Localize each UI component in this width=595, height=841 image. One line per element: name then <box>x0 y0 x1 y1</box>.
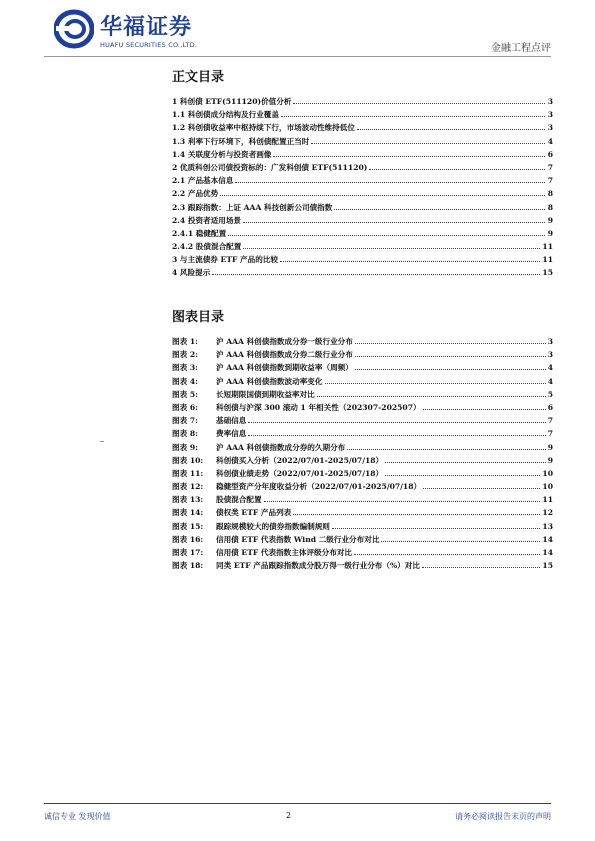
toc-entry-text: 1.2 科创债收益率中枢持续下行，市场波动性维持低位 <box>172 123 355 133</box>
figure-entry-text: 基础信息 <box>216 416 247 426</box>
figure-entry-text: 债权类 ETF 产品列表 <box>216 508 292 518</box>
toc-entry-text: 1.4 关联度分析与投资者画像 <box>172 149 272 159</box>
toc-leader-dots <box>243 248 540 249</box>
figure-entry[interactable] <box>172 349 553 362</box>
figure-entry-text: 科创债与沪深 300 滚动 1 年相关性（202307-202507） <box>216 402 421 412</box>
figure-entry[interactable] <box>172 415 553 428</box>
figure-entry-label: 图表 14: <box>172 508 204 518</box>
toc-entry[interactable] <box>172 149 553 162</box>
figure-entry[interactable] <box>172 362 553 375</box>
figure-entry[interactable] <box>172 455 553 468</box>
toc-entry[interactable] <box>172 215 553 228</box>
figure-entry[interactable] <box>172 376 553 389</box>
figure-entry[interactable] <box>172 547 553 560</box>
toc-entry-page: 6 <box>547 149 553 159</box>
figure-entry[interactable] <box>172 481 553 494</box>
figure-leader-dots <box>325 383 546 384</box>
toc-entry[interactable] <box>172 122 553 135</box>
toc-entry-page: 9 <box>547 215 553 225</box>
figure-leader-dots <box>423 488 540 489</box>
toc-leader-dots <box>228 235 545 236</box>
figure-entry-label: 图表 7: <box>172 416 198 426</box>
figure-leader-dots <box>354 554 540 555</box>
toc-leader-dots <box>334 209 545 210</box>
toc-entry-text: 2.4 投资者适用场景 <box>172 215 242 225</box>
toc-entry[interactable] <box>172 109 553 122</box>
figure-entry[interactable] <box>172 507 553 520</box>
figure-entry-page: 14 <box>542 534 553 544</box>
figure-entry-page: 15 <box>542 561 553 571</box>
footer-divider <box>44 803 551 804</box>
figure-entry-label: 图表 2: <box>172 350 198 360</box>
figure-entry-page: 7 <box>547 429 553 439</box>
report-type: 金融工程点评 <box>491 43 551 54</box>
toc-title: 正文目录 <box>172 70 225 85</box>
toc-entry-page: 7 <box>547 176 553 186</box>
margin-mark <box>100 441 104 442</box>
figure-entry-text: 沪 AAA 科创债指数成分券一级行业分布 <box>216 337 353 346</box>
figure-entry-page: 4 <box>547 376 553 386</box>
toc-entry[interactable] <box>172 188 553 201</box>
figure-entry-text: 费率信息 <box>216 429 247 439</box>
figure-entry-text: 长短期限国债到期收益率对比 <box>216 389 315 399</box>
toc-entry-page: 11 <box>542 255 553 265</box>
figure-entry-page: 9 <box>547 442 553 452</box>
toc-leader-dots <box>220 195 545 196</box>
figure-leader-dots <box>423 409 546 410</box>
toc-leader-dots <box>273 156 545 157</box>
toc-entry-page: 15 <box>542 268 553 278</box>
toc-entry-page: 3 <box>547 110 553 120</box>
toc-entry-text: 1 科创债 ETF(511120)价值分析 <box>172 97 292 106</box>
figure-entry-label: 图表 1: <box>172 337 198 346</box>
toc-entry-page: 3 <box>547 123 553 133</box>
figure-entry-page: 12 <box>542 508 553 518</box>
figure-entry-page: 10 <box>542 468 553 478</box>
toc-entry-text: 1.1 科创债成分结构及行业覆盖 <box>172 110 279 120</box>
toc-leader-dots <box>212 274 540 275</box>
figure-leader-dots <box>381 541 540 542</box>
figure-entry-page: 10 <box>542 482 553 492</box>
figure-entry-page: 13 <box>542 521 553 531</box>
toc-entry[interactable] <box>172 175 553 188</box>
page-header <box>0 0 595 62</box>
toc-leader-dots <box>369 169 545 170</box>
figure-leader-dots <box>347 449 545 450</box>
figure-entry-page: 3 <box>547 337 553 346</box>
figure-entry-label: 图表 6: <box>172 402 198 412</box>
figure-entry-label: 图表 9: <box>172 442 198 452</box>
figure-entry-text: 信用债 ETF 代表指数主体评级分布对比 <box>216 548 353 557</box>
figure-entry-text: 同类 ETF 产品跟踪指数成分股万得一级行业分布（%）对比 <box>216 561 420 571</box>
header-divider <box>44 56 551 57</box>
figure-entry-label: 图表 3: <box>172 363 198 373</box>
figure-leader-dots <box>355 356 546 357</box>
figure-entry-text: 稳健型资产分年度收益分析（2022/07/01-2025/07/18） <box>216 482 422 492</box>
toc-entry[interactable] <box>172 202 553 215</box>
figure-leader-dots <box>264 501 541 502</box>
figure-entry-page: 11 <box>542 495 553 505</box>
toc-entry-page: 9 <box>547 228 553 238</box>
figure-entry-label: 图表 13: <box>172 495 204 505</box>
toc-leader-dots <box>357 129 545 130</box>
brand-subtitle: HUAFU SECURITIES CO.,LTD. <box>100 41 198 49</box>
figure-entry-text: 信用债 ETF 代表指数 Wind 二级行业分布对比 <box>216 534 380 544</box>
figure-entry-text: 科创债买入分析（2022/07/01-2025/07/18） <box>216 455 384 465</box>
figure-entry-text: 沪 AAA 科创债指数波动率变化 <box>216 376 323 386</box>
figure-leader-dots <box>248 422 545 423</box>
page-number: 2 <box>286 811 292 820</box>
toc-entry-page: 11 <box>542 242 553 252</box>
figure-entry-label: 图表 10: <box>172 455 204 465</box>
figure-entry-text: 沪 AAA 科创债指数到期收益率（周频） <box>216 363 353 373</box>
figure-entry-label: 图表 5: <box>172 389 198 399</box>
figure-leader-dots <box>317 396 546 397</box>
figure-entry-label: 图表 12: <box>172 482 204 492</box>
brand-name: 华福证券 <box>100 15 193 40</box>
figure-entry-text: 股债混合配置 <box>216 495 262 505</box>
toc-leader-dots <box>311 143 545 144</box>
toc-entry-page: 8 <box>547 189 553 199</box>
figure-entry-label: 图表 8: <box>172 429 198 439</box>
toc-entry-text: 2.4.1 稳健配置 <box>172 228 227 238</box>
figure-leader-dots <box>293 514 540 515</box>
figure-entry-page: 4 <box>547 363 553 373</box>
toc-leader-dots <box>243 222 545 223</box>
figure-entry-page: 7 <box>547 416 553 426</box>
toc-leader-dots <box>293 103 545 104</box>
toc-entry-text: 2.2 产品优势 <box>172 189 219 199</box>
figure-entry-page: 6 <box>547 402 553 412</box>
toc-leader-dots <box>281 116 545 117</box>
toc-entry-page: 7 <box>547 162 553 172</box>
toc-entry-page: 3 <box>547 97 553 106</box>
figure-leader-dots <box>385 462 546 463</box>
figure-entry-label: 图表 16: <box>172 534 204 544</box>
figure-entry-page: 14 <box>542 548 553 557</box>
footer-slogan: 诚信专业 发现价值 <box>44 812 111 821</box>
toc-entry-text: 2.3 跟踪指数：上证 AAA 科技创新公司债指数 <box>172 202 333 212</box>
toc-entry-text: 3 与主流债券 ETF 产品的比较 <box>172 255 278 265</box>
figure-entry-label: 图表 4: <box>172 376 198 386</box>
toc-entry[interactable] <box>172 162 553 175</box>
figure-entry[interactable] <box>172 534 553 547</box>
toc-entry-text: 2 优质科创公司债投资标的：广发科创债 ETF(511120) <box>172 162 368 172</box>
figure-entry[interactable] <box>172 428 553 441</box>
figure-entry[interactable] <box>172 402 553 415</box>
figure-entry[interactable] <box>172 521 553 534</box>
figure-leader-dots <box>248 435 545 436</box>
figure-leader-dots <box>422 567 540 568</box>
toc-entry-text: 1.3 利率下行环境下，科创债配置正当时 <box>172 136 310 146</box>
toc-leader-dots <box>235 182 545 183</box>
figure-entry[interactable] <box>172 336 553 349</box>
huafu-logo-icon <box>54 9 94 49</box>
figure-entry-text: 跟踪规模较大的债券指数编制规则 <box>216 521 330 531</box>
figure-entry-text: 沪 AAA 科创债指数成分券的久期分布 <box>216 442 346 452</box>
figure-entry-text: 科创债业绩走势（2022/07/01-2025/07/18） <box>216 468 384 478</box>
toc-leader-dots <box>280 261 540 262</box>
figure-entry-label: 图表 17: <box>172 548 204 557</box>
toc-entry-text: 2.1 产品基本信息 <box>172 176 234 186</box>
figure-entry[interactable] <box>172 389 553 402</box>
footer-disclaimer: 请务必阅读报告末页的声明 <box>455 812 551 821</box>
toc-entry-text: 4 风险提示 <box>172 268 211 278</box>
toc-entry[interactable] <box>172 136 553 149</box>
figure-entry-text: 沪 AAA 科创债指数成分券二级行业分布 <box>216 350 353 360</box>
figure-leader-dots <box>355 369 546 370</box>
figure-leader-dots <box>385 475 540 476</box>
toc-entry[interactable] <box>172 241 553 254</box>
figure-entry-page: 3 <box>547 350 553 360</box>
figure-entry[interactable] <box>172 494 553 507</box>
figure-entry[interactable] <box>172 468 553 481</box>
figure-entry-label: 图表 18: <box>172 561 204 571</box>
figure-entry-page: 5 <box>547 389 553 399</box>
toc-entry-page: 4 <box>547 136 553 146</box>
toc-entry[interactable] <box>172 228 553 241</box>
figure-entry-page: 9 <box>547 455 553 465</box>
figure-entry-label: 图表 11: <box>172 468 204 478</box>
figures-list <box>172 336 553 573</box>
figure-leader-dots <box>355 343 546 344</box>
toc-entry[interactable] <box>172 254 553 267</box>
figure-entry-label: 图表 15: <box>172 521 204 531</box>
toc-entry-text: 2.4.2 股债混合配置 <box>172 242 242 252</box>
toc-entry[interactable] <box>172 96 553 109</box>
toc-entry-page: 8 <box>547 202 553 212</box>
figures-title: 图表目录 <box>172 310 225 325</box>
figure-entry[interactable] <box>172 560 553 573</box>
figure-entry[interactable] <box>172 442 553 455</box>
figure-leader-dots <box>332 528 541 529</box>
toc-entry[interactable] <box>172 267 553 280</box>
toc-list <box>172 96 553 281</box>
